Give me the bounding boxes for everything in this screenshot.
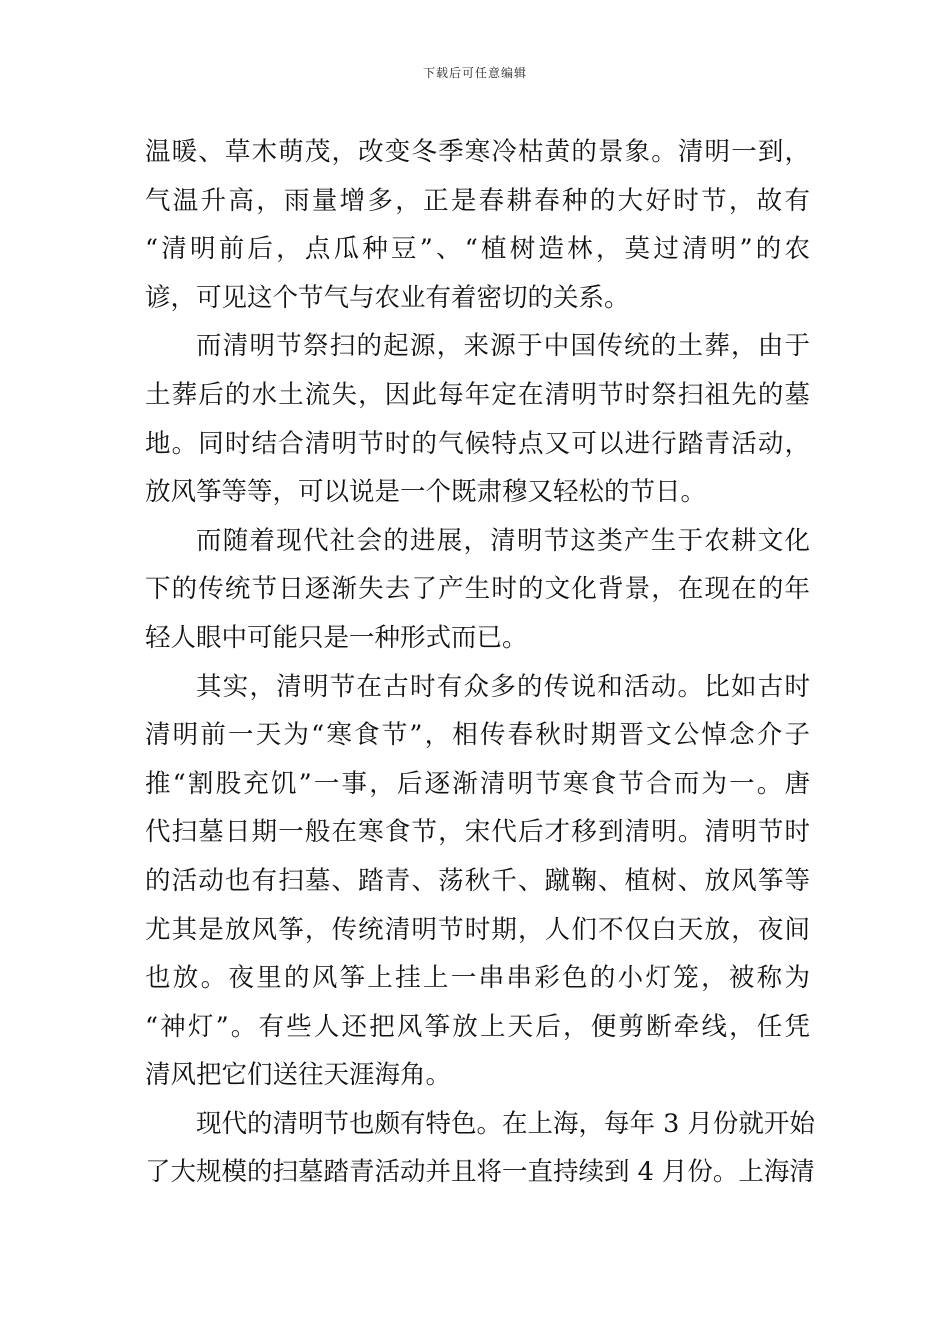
text-line: 推“割股充饥”一事，后逐渐清明节寒食节合而为一。唐 [145,768,810,799]
text-line: 现代的清明节也颇有特色。在上海，每年 3 月份就开始 [196,1108,815,1139]
text-line: 气温升高，雨量增多，正是春耕春种的大好时节，故有 [145,185,810,216]
text-line: 下的传统节日逐渐失去了产生时的文化背景，在现在的年 [145,574,810,605]
text-line: 清风把它们送往天涯海角。 [145,1060,452,1091]
text-line: 的活动也有扫墓、踏青、荡秋千、蹴鞠、植树、放风筝等 [145,865,810,896]
paragraph [145,322,810,516]
text-line: “清明前后，点瓜种豆”、“植树造林，莫过清明”的农 [145,234,810,265]
text-line: 了大规模的扫墓踏青活动并且将一直持续到 4 月份。上海清 [145,1157,815,1188]
text-line: 而随着现代社会的进展，清明节这类产生于农耕文化 [196,525,810,556]
paragraph [145,1100,815,1197]
text-line: 清明前一天为“寒食节”，相传春秋时期晋文公悼念介子 [145,720,810,751]
text-line: 而清明节祭扫的起源，来源于中国传统的土葬，由于 [196,331,810,362]
paragraph [145,128,810,322]
text-line: 地。同时结合清明节时的气候特点又可以进行踏青活动， [145,428,810,459]
paragraph [145,517,810,663]
text-line: 其实，清明节在古时有众多的传说和活动。比如古时 [196,671,810,702]
page-header: 下载后可任意编辑 [422,66,527,80]
text-line: 代扫墓日期一般在寒食节，宋代后才移到清明。清明节时 [145,817,810,848]
text-line: 也放。夜里的风筝上挂上一串串彩色的小灯笼，被称为 [145,963,810,994]
text-line: 谚，可见这个节气与农业有着密切的关系。 [145,282,630,313]
text-line: 土葬后的水土流失，因此每年定在清明节时祭扫祖先的墓 [145,379,810,410]
text-line: 温暖、草木萌茂，改变冬季寒冷枯黄的景象。清明一到， [145,137,810,167]
text-line: 尤其是放风筝，传统清明节时期，人们不仅白天放，夜间 [145,914,810,945]
document-body [145,128,815,1197]
text-line: 放风筝等等，可以说是一个既肃穆又轻松的节日。 [145,477,707,508]
text-line: 轻人眼中可能只是一种形式而已。 [145,622,528,653]
text-line: “神灯”。有些人还把风筝放上天后，便剪断牵线，任凭 [145,1011,810,1042]
paragraph [145,663,810,1100]
